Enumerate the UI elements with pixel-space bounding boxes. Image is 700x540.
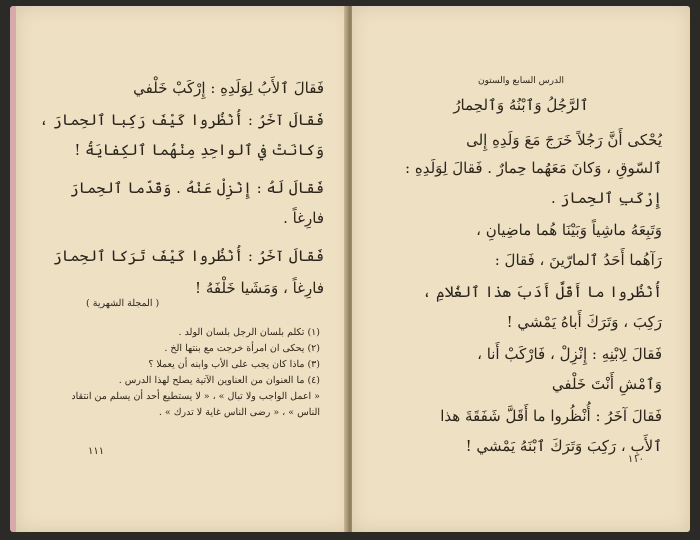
question-line: « اعمل الواجب ولا تبال » ، « لا يستطيع أحد أن يسلم من انتقاد xyxy=(71,391,320,402)
right-page xyxy=(352,6,690,532)
story-line: أُنْظُروا ما أَقَلَّ أَدَبَ هذا ٱلغُلامِ ، xyxy=(422,283,662,301)
question-line: (٣) ماذا كان يجب على الأب وابنه أن يعملا ؟ xyxy=(148,359,320,370)
story-line: يُحْكى أَنَّ رَجُلاً خَرَجَ مَعَ وَلَدِهِ إِلى xyxy=(466,131,662,149)
story-line: فارِغاً . xyxy=(283,209,324,227)
question-line: (٢) يحكى ان امرأة خرجت مع بنتها الخ . xyxy=(164,343,320,354)
story-line: فَقالَ لِابْنِهِ : إِنْزِلْ ، فَارْكَبْ أَنا ، xyxy=(477,345,662,363)
story-line: فَقالَ لَهُ : إِنْزِلْ عَنْهُ . وَقَدّما ٱلحِمارَ xyxy=(69,179,324,197)
story-line: فَقالَ آخَرُ : أُنْظُروا كَيْفَ تَرَكا ٱلحِمارَ xyxy=(53,247,324,265)
question-line: (٤) ما العنوان من العناوين الآتية يصلح لهذا الدرس . xyxy=(118,375,320,386)
story-line: إِرْكَبِ ٱلحِمارَ . xyxy=(551,189,662,207)
story-line: وَتَبِعَهُ ماشِياً وَبَيْنَا هُما ماضِيانِ ، xyxy=(476,221,662,239)
left-page xyxy=(10,6,352,532)
story-line: ٱلسّوقِ ، وَكانَ مَعَهُما حِمارٌ . فَقالَ لِوَلَدِهِ : xyxy=(405,159,662,177)
story-line: وَكانَتْ في ٱلواحِدِ مِنْهُما ٱلكِفايَةُ ! xyxy=(74,141,324,159)
story-line: فَقالَ ٱلأَبُ لِوَلَدِهِ : إِرْكَبْ خَلْفي xyxy=(133,79,324,97)
story-line: وَٱمْشِ أَنْتَ خَلْفي xyxy=(551,375,662,393)
question-line: الناس » ، « رضى الناس غاية لا تدرك » . xyxy=(158,407,320,418)
source-citation: ( المجلة الشهرية ) xyxy=(86,298,160,309)
question-line: (١) تكلم بلسان الرجل بلسان الولد . xyxy=(178,327,320,338)
story-line: رَآهُما أَحَدُ ٱلمارّينَ ، فَقالَ : xyxy=(494,251,662,269)
lesson-title: ٱلرَّجُلُ وَٱبْنُهُ وَٱلحِمارُ xyxy=(453,96,589,114)
page-number: ١١٠ xyxy=(627,454,644,465)
story-line: فارِغاً ، وَمَشَيا خَلْفَهُ ! xyxy=(195,279,324,297)
story-line: فَقالَ آخَرُ : أُنْظُروا كَيْفَ رَكِبا ٱلحِمارَ ، xyxy=(39,111,324,129)
story-line: رَكِبَ ، وَتَرَكَ أَباهُ يَمْشي ! xyxy=(506,313,662,331)
story-line: ٱلأَبِ ، رَكِبَ وَتَرَكَ ٱبْنَهُ يَمْشي ! xyxy=(465,437,662,455)
story-line: فَقالَ آخَرُ : أُنْظُروا ما أَقَلَّ شَفَقَةَ هذا xyxy=(440,407,662,425)
page-number: ١١١ xyxy=(88,446,105,457)
lesson-header: الدرس السابع والستون xyxy=(478,76,564,86)
